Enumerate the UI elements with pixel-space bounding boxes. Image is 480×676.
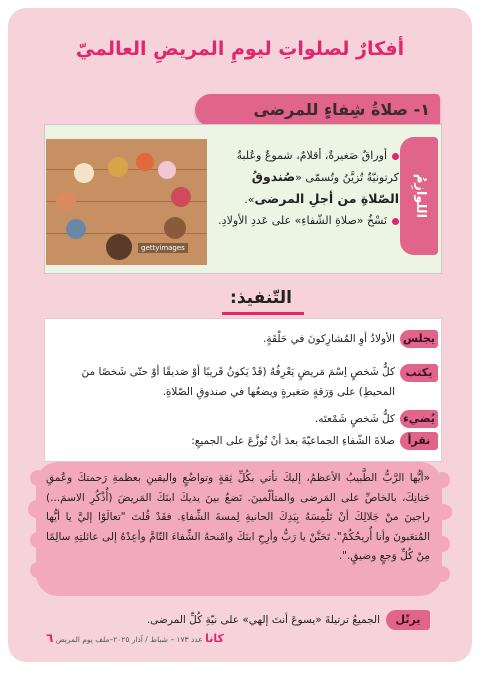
page-title: أفكارٌ لصلواتِ ليومِ المريضِ العالميّ	[75, 38, 405, 60]
step-text: الأولادُ أوِ المُشارِكونَ في حَلْقَةٍ.	[263, 333, 395, 345]
scallop-edge	[28, 500, 46, 518]
photo-watermark: gettyimages	[138, 243, 188, 253]
child-figure	[66, 219, 86, 239]
execution-underline	[222, 312, 304, 315]
magazine-logo: كانا	[205, 632, 224, 645]
scallop-edge	[30, 562, 46, 578]
step-text: صلاةَ الشّفاءِ الجماعيّةَ بعدَ أنْ تُوزَّعَ على الجميعِ:	[191, 435, 395, 447]
scallop-edge	[434, 536, 450, 552]
scallop-edge	[434, 566, 450, 582]
scallop-edge	[434, 472, 450, 488]
child-figure	[164, 217, 186, 239]
children-circle-photo	[46, 139, 207, 265]
step-text: كلُّ شَخصٍ اِسْمَ مَريضٍ يَعْرِفُهُ (قَدْ يَكونُ قَريبًا أوْ صَديقًا أوْ حتّى شَخصًا منَ المحيطِ) على وَرَقةٍ صَغيرةٍ ويضعُها في صندوقِ الصّلاةِ.	[81, 366, 395, 398]
child-figure	[74, 163, 94, 183]
supplies-item: أوراقٌ صَغيرةٌ، أقلامٌ، شموعٌ وعُلبةٌ كرتونيّةٌ تُزيَّنُ وتُسمّى «صُندوقُ الصّلاةِ من أجلِ المرضى».	[236, 149, 399, 206]
scallop-edge	[30, 470, 46, 486]
step-tag: يُضيء	[400, 410, 438, 428]
step-tag: نقرأ	[400, 432, 438, 450]
bullet-icon	[392, 218, 399, 225]
step-tag: يكتب	[400, 364, 438, 382]
child-figure	[108, 157, 128, 177]
page-number: ٦	[46, 631, 54, 645]
issue-info: عدد ١٧٣ – شباط / آذار ٢٠٢٥–ملف يوم المريض	[55, 635, 203, 644]
prayer-box-name: صُندوقُ الصّلاةِ من أجلِ المرضى	[251, 169, 399, 206]
supplies-item: نَسْخُ «صلاةِ الشّفاءِ» على عَددِ الأولادِ.	[214, 210, 399, 231]
scallop-edge	[436, 504, 452, 520]
execution-title: التّنفيذ:	[230, 288, 292, 308]
child-figure	[56, 191, 76, 211]
healing-prayer-text: «أيُّها الرَّبُّ الطَّبيبُ الأعظمُ، إليكَ نأتي بكُلِّ ثِقةٍ وتواضُعٍ واليقينِ بعظمةِ رَحمتكَ وعُمقِ حَنانِكَ، بالخاصِّ على المَرضى والمتألّمينَ. نَضعُ بينَ يديكَ ابنَكَ المَريضَ (أُذْكُرِ الاسمَ...) راجينَ منْ جَلالِكَ أنْ تَلْمِسَهُ بِيَدِكَ الحانيةِ لِمسةَ الشِّفاءِ. فقَدْ قُلتَ "تعالَوْا إليَّ يا أيُّها المُتعَبونَ وأنا أُريحُكُمْ". تَحَنَّنْ يا رَبُّ وأرِحِ ابنَكَ وامْنحهُ الشِّفاءَ التّامَّ وأعِدْهُ إلى عائلتِهِ سالِمًا مِنْ كُلِّ وَجعٍ وضيقٍ.".	[46, 472, 430, 563]
child-figure	[136, 153, 154, 171]
step-text: كلُّ شَخصٍ شَمْعتَه.	[314, 413, 395, 425]
step-tag: يجلس	[400, 330, 438, 348]
section-title: ١- صلاةُ شِفاءٍ للمرضى	[253, 100, 430, 119]
step-tag: يرتّل	[386, 610, 430, 630]
bullet-icon	[392, 153, 399, 160]
supplies-list	[214, 145, 399, 231]
supplies-label: اللوازِمُ	[413, 173, 428, 219]
child-figure	[171, 187, 191, 207]
final-step-text: الجميعُ ترتيلةَ «يسوعَ أنتَ إلهي» على نيّةِ كُلِّ المرضى.	[146, 614, 380, 626]
scallop-edge	[30, 532, 46, 548]
child-figure	[158, 161, 176, 179]
child-figure	[106, 234, 132, 260]
page-footer	[40, 631, 290, 645]
